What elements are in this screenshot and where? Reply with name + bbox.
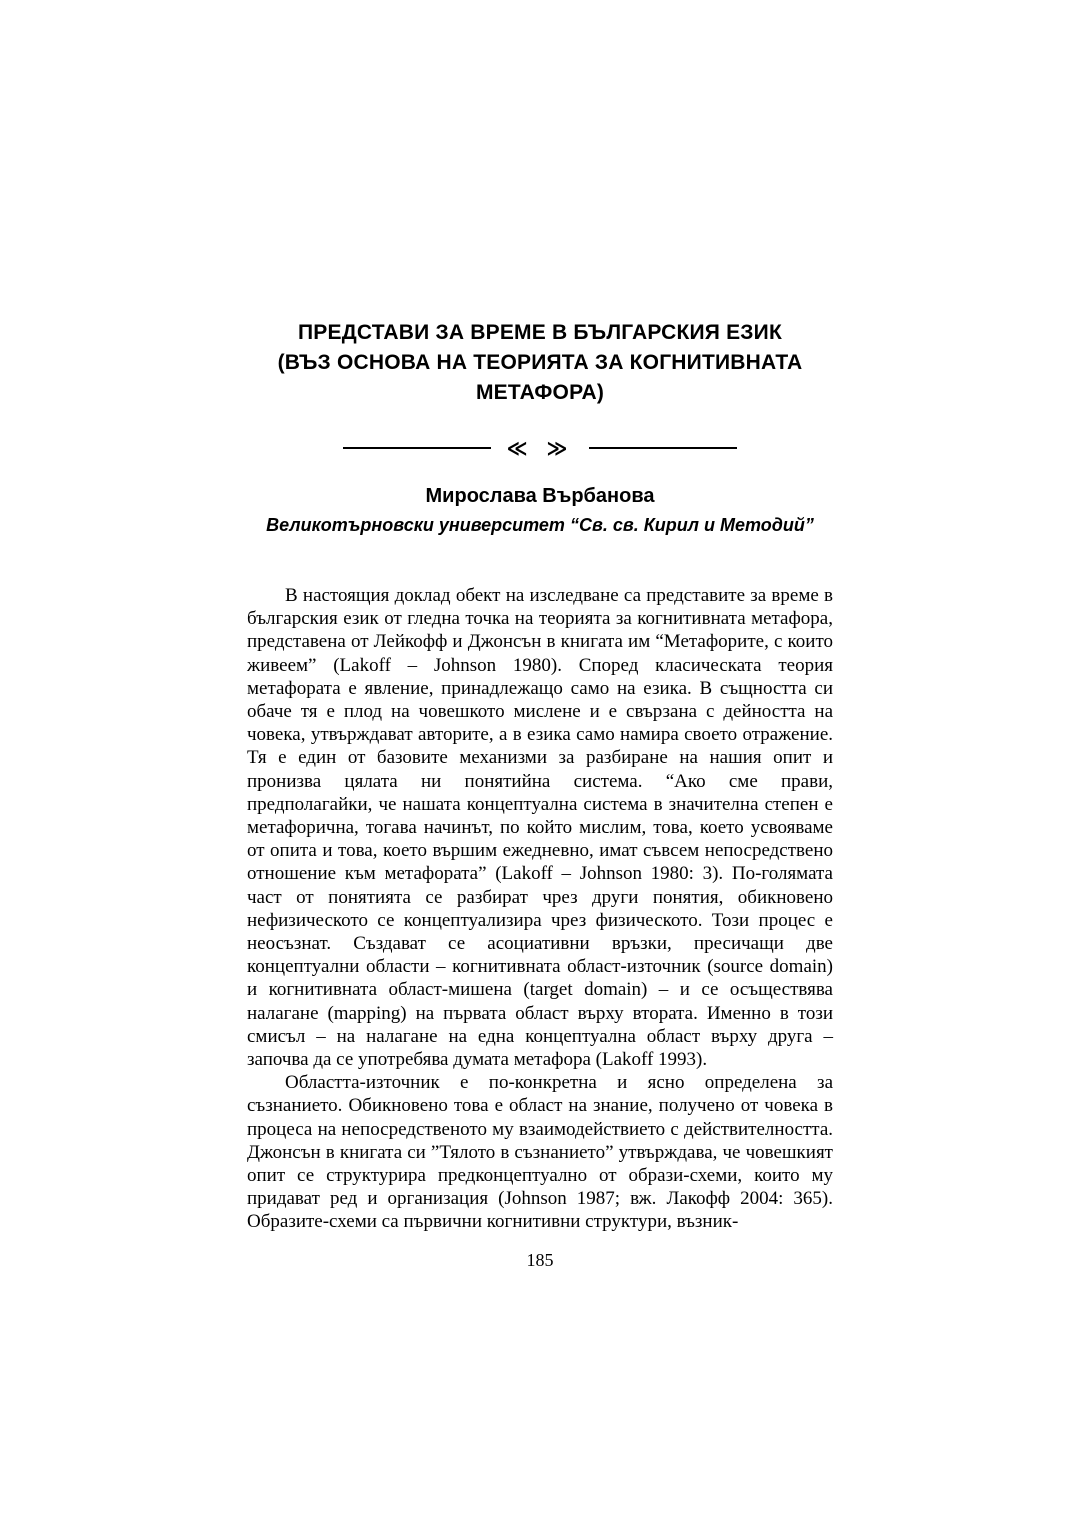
page-number: 185	[526, 1249, 554, 1270]
document-page	[247, 0, 833, 1271]
divider-ornament-icon: ≪ ≫	[506, 436, 574, 460]
author-affiliation: Великотърновски университет “Св. св. Кирил и Методий”	[266, 515, 814, 535]
section-divider	[247, 438, 833, 458]
paper-title	[247, 318, 833, 408]
divider-rule-left	[343, 447, 491, 449]
author-name: Мирослава Върбанова	[425, 485, 655, 507]
divider-rule-right	[589, 447, 737, 449]
paper-title-line2: (ВЪЗ ОСНОВА НА ТЕОРИЯТА ЗА КОГНИТИВНАТА МЕТАФОРА)	[277, 351, 803, 404]
article-body	[247, 584, 833, 1234]
body-paragraph-2: Областта-източник е по-конкретна и ясно определена за съзнанието. Обикновено това е област на знание, получено от човека в процеса на непосредственото му взаимодействието с действителността. Джонсън в книгата си ”Тялото в съзнанието” утвърждава, че човешкият опит се структурира предконцептуално от образи-схеми, които му придават ред и организация (Johnson 1987; вж. Лакофф 2004: 365). Образите-схеми са първични когнитивни структури, възник-	[247, 1072, 833, 1233]
body-paragraph-1: В настоящия доклад обект на изследване са представите за време в българския език от гледна точка на теорията за когнитивната метафора, представена от Лейкофф и Джонсън в книгата им “Метафорите, с които живеем” (Lakoff – Johnson 1980). Според класическата теория метафората е явление, принадлежащо само на езика. В същността си обаче тя е плод на човешкото мислене и е свързана с дейността на човека, утвърждават авторите, а в езика само намира своето отражение. Тя е един от базовите механизми за разбиране на нашия опит и пронизва цялата ни понятийна система. “Ако сме прави, предполагайки, че нашата концептуална система в значителна степен е метафорична, тогава начинът, по който мислим, това, което усвояваме от опита и това, което вършим ежедневно, имат съвсем непосредствено отношение към метафората” (Lakoff – Johnson 1980: 3). По-голямата част от понятията се разбират чрез други понятия, обикновено нефизическото се концептуализира чрез физическото. Този процес е неосъзнат. Създават се асоциативни връзки, пресичащи две концептуални области – когнитивната област-източник (source domain) и когнитивната област-мишена (target domain) – и се осъществява налагане (mapping) на първата област върху втората. Именно в този смисъл – на налагане на една концептуална област върху друга – започва да се употребява думата метафора (Lakoff 1993).	[247, 585, 833, 1071]
paper-title-line1: ПРЕДСТАВИ ЗА ВРЕМЕ В БЪЛГАРСКИЯ ЕЗИК	[298, 321, 782, 344]
